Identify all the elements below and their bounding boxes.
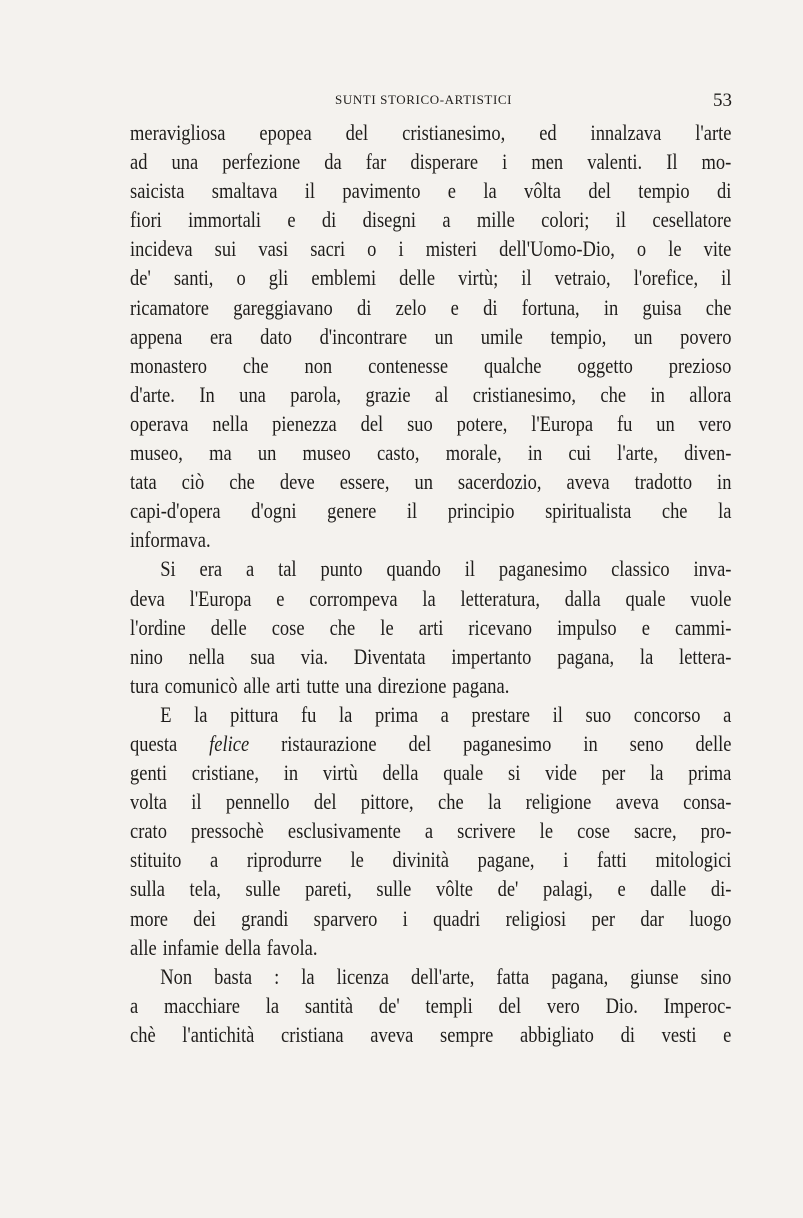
text-line: deva l'Europa e corrompeva la letteratura, dalla quale vuole: [130, 585, 732, 611]
text-line: d'arte. In una parola, grazie al cristianesimo, che in allora: [130, 381, 732, 407]
text-line: de' santi, o gli emblemi delle virtù; il vetraio, l'orefice, il: [130, 265, 732, 291]
text-line: sulla tela, sulle pareti, sulle vôlte de' palagi, e dalle di-: [130, 876, 732, 902]
text-line: appena era dato d'incontrare un umile tempio, un povero: [130, 323, 732, 349]
text-line: questa felice ristaurazione del paganesimo in seno delle: [130, 730, 732, 756]
running-head: SUNTI STORICO-ARTISTICI: [335, 92, 513, 107]
text-line: tata ciò che deve essere, un sacerdozio, aveva tradotto in: [130, 469, 732, 495]
text-line: E la pittura fu la prima a prestare il suo concorso a: [160, 701, 732, 727]
page-header: [130, 90, 732, 112]
text-line: monastero che non contenesse qualche oggetto prezioso: [130, 352, 732, 378]
text-line: saicista smaltava il pavimento e la vôlta del tempio di: [130, 178, 732, 204]
text-line: nino nella sua via. Diventata impertanto pagana, la lettera-: [130, 643, 732, 669]
text-line: stituito a riprodurre le divinità pagane, i fatti mitologici: [130, 847, 732, 873]
text-line: operava nella pienezza del suo potere, l'Europa fu un vero: [130, 410, 732, 436]
text-line: informava.: [130, 527, 211, 553]
text-line: Non basta : la licenza dell'arte, fatta pagana, giunse sino: [160, 963, 732, 989]
text-line: more dei grandi sparvero i quadri religiosi per dar luogo: [130, 905, 732, 931]
body-text: [130, 118, 732, 1049]
text-line: crato pressochè esclusivamente a scrivere le cose sacre, pro-: [130, 818, 732, 844]
text-line: chè l'antichità cristiana aveva sempre abbigliato di vesti e: [130, 1021, 732, 1047]
text-line: ad una perfezione da far disperare i men valenti. Il mo-: [130, 149, 732, 175]
text-line: a macchiare la santità de' templi del vero Dio. Imperoc-: [130, 992, 732, 1018]
text-line: volta il pennello del pittore, che la religione aveva consa-: [130, 789, 732, 815]
text-line: l'ordine delle cose che le arti ricevano impulso e cammi-: [130, 614, 732, 640]
page-number: 53: [713, 90, 732, 111]
text-line: museo, ma un museo casto, morale, in cui l'arte, diven-: [130, 440, 732, 466]
text-line: meravigliosa epopea del cristianesimo, ed innalzava l'arte: [130, 120, 732, 145]
text-line: tura comunicò alle arti tutte una direzione pagana.: [130, 672, 510, 698]
text-line: Si era a tal punto quando il paganesimo classico inva-: [160, 556, 732, 582]
text-line: fiori immortali e di disegni a mille colori; il cesellatore: [130, 207, 732, 233]
text-line: genti cristiane, in virtù della quale si vide per la prima: [130, 760, 732, 786]
text-line: incideva sui vasi sacri o i misteri dell'Uomo-Dio, o le vite: [130, 236, 732, 262]
text-line: alle infamie della favola.: [130, 934, 318, 960]
text-line: capi-d'opera d'ogni genere il principio spiritualista che la: [130, 498, 732, 524]
text-line: ricamatore gareggiavano di zelo e di fortuna, in guisa che: [130, 294, 732, 320]
